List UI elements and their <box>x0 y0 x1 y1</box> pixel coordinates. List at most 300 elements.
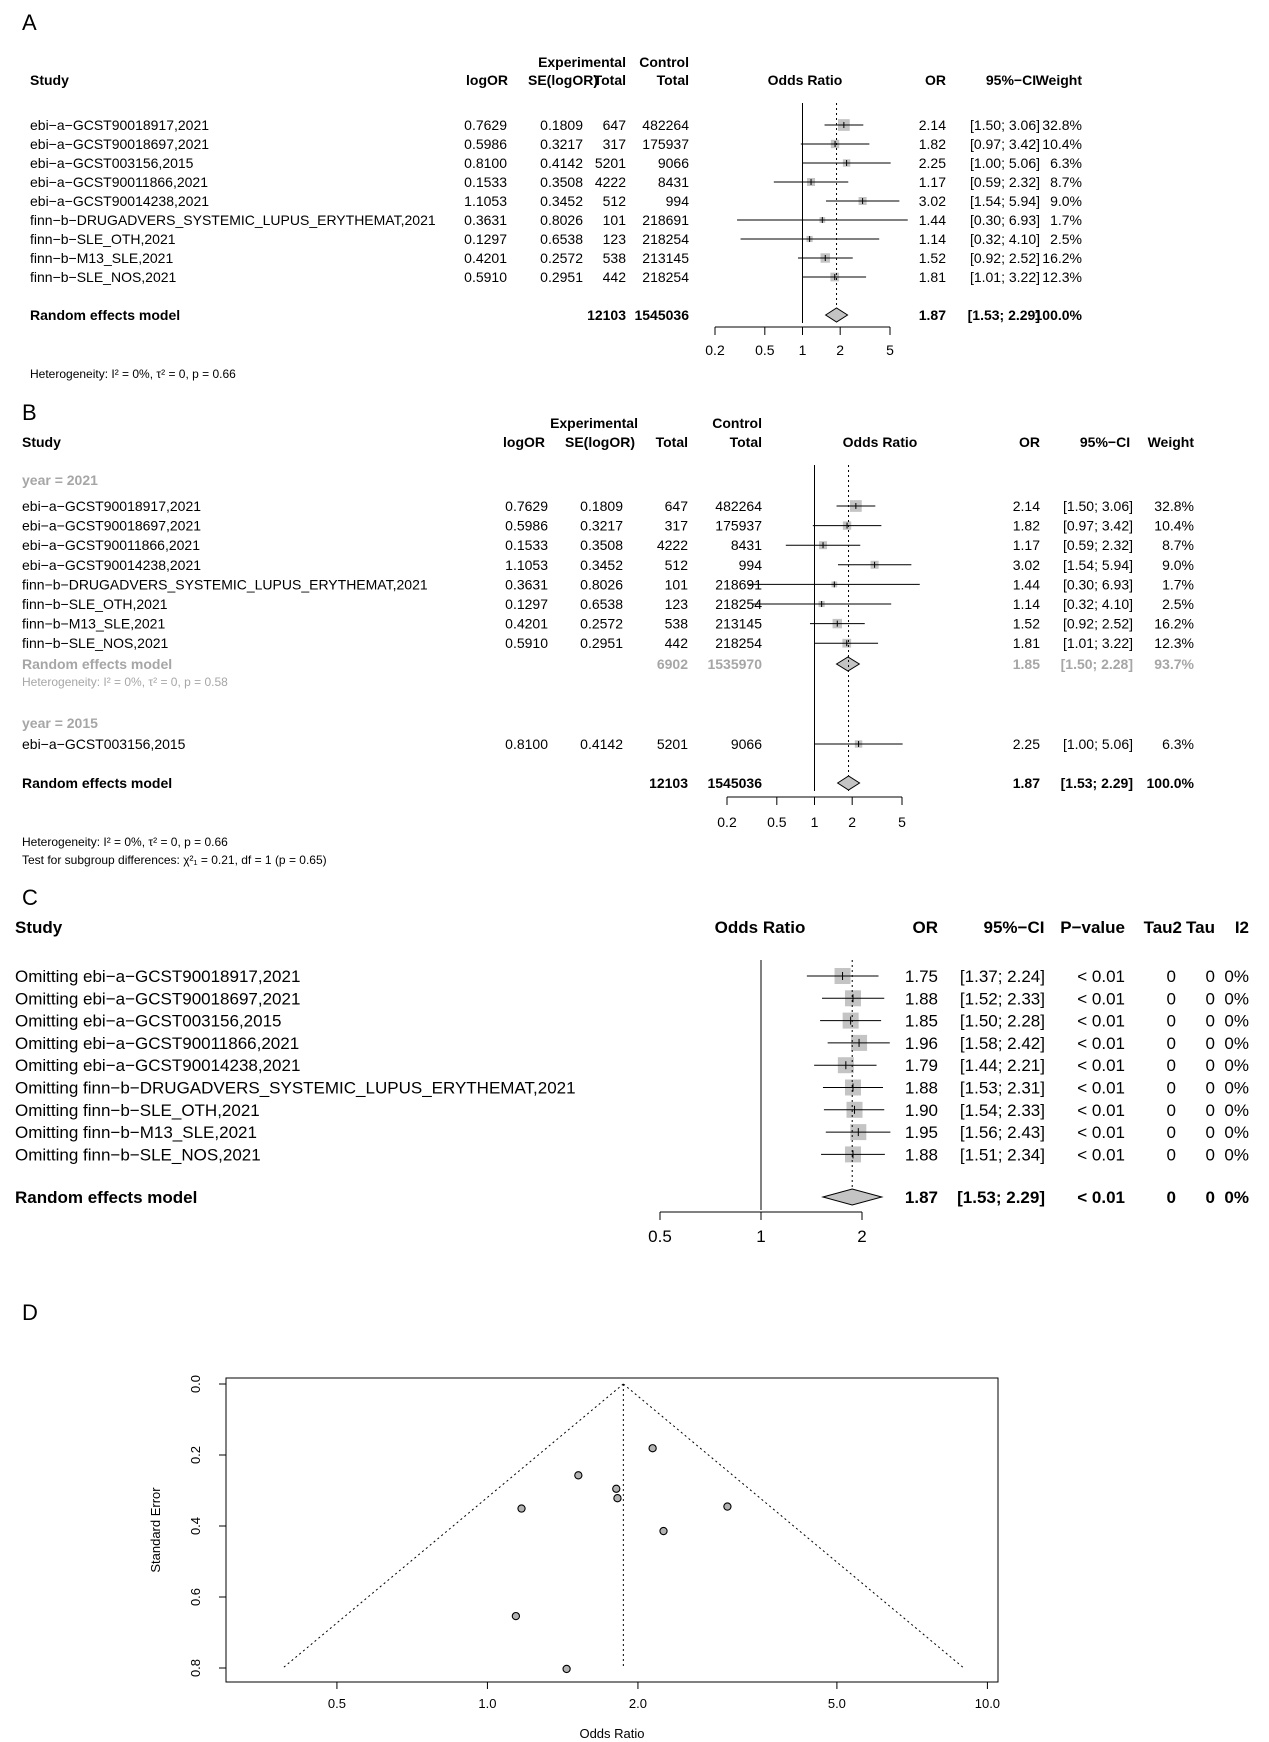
pvalue-value: < 0.01 <box>1077 1145 1125 1165</box>
study-name: ebi−a−GCST90018697,2021 <box>22 517 202 534</box>
model-exp-total: 12103 <box>649 775 688 791</box>
i2-value: 0% <box>1224 1033 1249 1053</box>
or-value: 1.81 <box>918 269 946 285</box>
logor-value: 0.3631 <box>464 212 507 228</box>
omitted-study-name: Omitting finn−b−SLE_NOS,2021 <box>15 1145 261 1165</box>
subgroup-model-label: Random effects model <box>22 656 173 672</box>
model-or: 1.87 <box>918 307 946 323</box>
study-point <box>518 1505 525 1512</box>
subgroup-title: year = 2015 <box>22 715 98 731</box>
omitted-study-name: Omitting ebi−a−GCST90018697,2021 <box>15 989 301 1009</box>
x-axis-title: Odds Ratio <box>579 1726 645 1741</box>
weight-value: 1.7% <box>1050 212 1082 228</box>
col-header-odds-ratio: Odds Ratio <box>714 918 806 937</box>
pvalue-value: < 0.01 <box>1077 1100 1125 1120</box>
tau-value: 0 <box>1205 1100 1215 1120</box>
axis-tick-label: 5 <box>898 814 906 830</box>
logor-value: 0.7629 <box>464 117 507 133</box>
col-header-odds-ratio: Odds Ratio <box>767 72 843 88</box>
model-weight: 100.0% <box>1146 775 1194 791</box>
weight-value: 1.7% <box>1162 576 1194 593</box>
col-header-tau2: Tau2 <box>1143 918 1182 937</box>
se-value: 0.2951 <box>580 635 623 652</box>
ctl-total-value: 218254 <box>642 231 689 247</box>
logor-value: 0.1297 <box>464 231 507 247</box>
exp-total-value: 647 <box>664 498 688 514</box>
ci-value: [0.30; 6.93] <box>969 212 1040 228</box>
study-name: finn−b−M13_SLE,2021 <box>22 615 166 632</box>
weight-value: 8.7% <box>1162 537 1194 554</box>
or-value: 2.25 <box>918 155 946 171</box>
ctl-total-value: 994 <box>665 193 689 209</box>
i2-value: 0% <box>1224 967 1249 986</box>
weight-value: 16.2% <box>1042 250 1082 266</box>
model-or: 1.87 <box>904 1188 938 1207</box>
omitted-study-name: Omitting ebi−a−GCST003156,2015 <box>15 1011 282 1031</box>
axis-tick-label: 0.2 <box>717 814 737 830</box>
tau2-value: 0 <box>1166 967 1176 986</box>
omitted-study-name: Omitting ebi−a−GCST90011866,2021 <box>15 1033 300 1053</box>
omitted-study-name: Omitting ebi−a−GCST90014238,2021 <box>15 1056 301 1076</box>
col-header-i2: I2 <box>1234 918 1249 937</box>
subgroup-model-ci: [1.50; 2.28] <box>1060 656 1133 672</box>
pvalue-value: < 0.01 <box>1077 989 1125 1009</box>
col-header-se: SE(logOR) <box>528 72 598 88</box>
ci-value: [1.51; 2.34] <box>959 1145 1045 1165</box>
or-value: 1.79 <box>904 1056 938 1076</box>
logor-value: 0.8100 <box>505 736 548 752</box>
ci-value: [1.54; 5.94] <box>1062 556 1133 573</box>
x-tick-label: 2.0 <box>628 1696 647 1711</box>
col-header-ci: 95%−CI <box>1079 434 1131 450</box>
axis-tick-label: 1 <box>810 814 819 830</box>
weight-value: 32.8% <box>1042 117 1082 133</box>
weight-value: 2.5% <box>1162 596 1194 612</box>
logor-value: 0.5986 <box>505 517 548 534</box>
ci-value: [1.44; 2.21] <box>959 1056 1045 1076</box>
ctl-total-value: 213145 <box>642 250 689 266</box>
or-value: 1.82 <box>1012 517 1040 534</box>
study-name: ebi−a−GCST003156,2015 <box>22 736 186 752</box>
study-point <box>575 1472 582 1479</box>
ctl-total-value: 218691 <box>715 576 762 593</box>
ci-value: [1.50; 3.06] <box>1062 498 1133 514</box>
x-tick-label: 1.0 <box>478 1696 497 1711</box>
ci-value: [1.00; 5.06] <box>969 155 1040 171</box>
study-name: ebi−a−GCST90011866,2021 <box>22 537 200 554</box>
model-exp-total: 12103 <box>587 307 626 323</box>
funnel-right-line <box>623 1384 965 1669</box>
or-value: 1.17 <box>918 174 946 190</box>
ctl-total-value: 218691 <box>642 212 689 228</box>
study-name: ebi−a−GCST003156,2015 <box>30 155 194 171</box>
se-value: 0.3217 <box>580 517 623 534</box>
exp-total-value: 538 <box>664 615 688 632</box>
or-value: 1.82 <box>918 136 946 152</box>
or-value: 1.75 <box>904 967 938 986</box>
ci-value: [1.01; 3.22] <box>1062 635 1133 652</box>
tau-value: 0 <box>1205 967 1215 986</box>
tau-value: 0 <box>1205 1033 1215 1053</box>
exp-total-value: 442 <box>664 635 688 652</box>
axis-tick-label: 0.5 <box>755 342 775 358</box>
ci-value: [0.59; 2.32] <box>969 174 1040 190</box>
axis-tick-label: 5 <box>886 342 894 358</box>
ci-value: [1.54; 5.94] <box>969 193 1040 209</box>
ctl-total-value: 994 <box>738 556 762 573</box>
se-value: 0.8026 <box>540 212 583 228</box>
col-header-or: OR <box>1019 434 1040 450</box>
subgroup-model-weight: 93.7% <box>1154 656 1194 672</box>
col-header-experimental: Experimental <box>550 415 638 431</box>
omitted-study-name: Omitting finn−b−DRUGADVERS_SYSTEMIC_LUPUS_ERYTHEMAT,2021 <box>15 1078 576 1098</box>
ctl-total-value: 8431 <box>657 174 689 190</box>
col-header-exp-total: Total <box>655 434 688 450</box>
model-i2: 0% <box>1224 1188 1249 1207</box>
ci-value: [0.59; 2.32] <box>1062 537 1133 554</box>
axis-tick-label: 0.5 <box>648 1227 672 1246</box>
exp-total-value: 4222 <box>656 537 688 554</box>
tau2-value: 0 <box>1166 1123 1176 1143</box>
tau2-value: 0 <box>1166 1078 1176 1098</box>
i2-value: 0% <box>1224 1145 1249 1165</box>
weight-value: 6.3% <box>1050 155 1082 171</box>
pvalue-value: < 0.01 <box>1077 1033 1125 1053</box>
ci-value: [0.32; 4.10] <box>1062 596 1133 612</box>
weight-value: 9.0% <box>1050 193 1082 209</box>
or-value: 3.02 <box>1012 556 1040 573</box>
logor-value: 0.8100 <box>464 155 507 171</box>
ci-value: [0.97; 3.42] <box>969 136 1040 152</box>
pvalue-value: < 0.01 <box>1077 1078 1125 1098</box>
exp-total-value: 317 <box>664 517 688 534</box>
tau2-value: 0 <box>1166 1011 1176 1031</box>
ci-value: [0.92; 2.52] <box>1062 615 1133 632</box>
logor-value: 0.3631 <box>505 576 548 593</box>
i2-value: 0% <box>1224 989 1249 1009</box>
ctl-total-value: 213145 <box>715 615 762 632</box>
exp-total-value: 647 <box>602 117 626 133</box>
pvalue-value: < 0.01 <box>1077 1011 1125 1031</box>
subgroup-title: year = 2021 <box>22 472 98 488</box>
col-header-or: OR <box>925 72 946 88</box>
se-value: 0.3508 <box>580 537 623 554</box>
col-header-ctl-total: Total <box>656 72 689 88</box>
se-value: 0.3508 <box>540 174 583 190</box>
ci-value: [1.00; 5.06] <box>1062 736 1133 752</box>
study-name: ebi−a−GCST90014238,2021 <box>30 193 210 209</box>
se-value: 0.1809 <box>540 117 583 133</box>
omitted-study-name: Omitting ebi−a−GCST90018917,2021 <box>15 967 301 986</box>
logor-value: 0.1297 <box>505 596 548 612</box>
col-header-se: SE(logOR) <box>565 434 635 450</box>
subgroup-model-or: 1.85 <box>1012 656 1040 672</box>
exp-total-value: 317 <box>602 136 626 152</box>
study-point <box>724 1503 731 1510</box>
or-value: 1.14 <box>1012 596 1040 612</box>
tau-value: 0 <box>1205 1123 1215 1143</box>
ctl-total-value: 175937 <box>642 136 689 152</box>
ctl-total-value: 218254 <box>715 635 762 652</box>
study-point <box>649 1445 656 1452</box>
exp-total-value: 5201 <box>656 736 688 752</box>
logor-value: 0.5910 <box>464 269 507 285</box>
ci-value: [0.32; 4.10] <box>969 231 1040 247</box>
axis-tick-label: 0.5 <box>767 814 787 830</box>
study-name: ebi−a−GCST90018917,2021 <box>22 498 202 514</box>
tau2-value: 0 <box>1166 1056 1176 1076</box>
or-value: 1.88 <box>904 1145 938 1165</box>
exp-total-value: 512 <box>602 193 626 209</box>
logor-value: 0.1533 <box>505 537 548 554</box>
tau2-value: 0 <box>1166 1100 1176 1120</box>
logor-value: 0.5910 <box>505 635 548 652</box>
ci-value: [1.53; 2.31] <box>959 1078 1045 1098</box>
study-name: finn−b−SLE_NOS,2021 <box>30 269 177 285</box>
ctl-total-value: 175937 <box>715 517 762 534</box>
tau2-value: 0 <box>1166 1145 1176 1165</box>
exp-total-value: 442 <box>602 269 626 285</box>
i2-value: 0% <box>1224 1100 1249 1120</box>
axis-tick-label: 2 <box>836 342 845 358</box>
y-tick-label: 0.6 <box>188 1587 203 1607</box>
se-value: 0.2951 <box>540 269 583 285</box>
i2-value: 0% <box>1224 1078 1249 1098</box>
y-axis-title: Standard Error <box>148 1487 163 1573</box>
or-value: 1.17 <box>1012 537 1040 554</box>
ci-value: [1.50; 2.28] <box>959 1011 1045 1031</box>
weight-value: 12.3% <box>1154 635 1194 652</box>
panel-letter-c: C <box>22 885 38 910</box>
col-header-study: Study <box>15 918 63 937</box>
or-value: 1.88 <box>904 1078 938 1098</box>
ci-value: [0.92; 2.52] <box>969 250 1040 266</box>
col-header-experimental: Experimental <box>538 54 626 70</box>
ctl-total-value: 218254 <box>642 269 689 285</box>
col-header-study: Study <box>22 434 61 450</box>
study-name: finn−b−SLE_OTH,2021 <box>22 596 168 612</box>
weight-value: 2.5% <box>1050 231 1082 247</box>
tau-value: 0 <box>1205 1056 1215 1076</box>
study-name: finn−b−SLE_OTH,2021 <box>30 231 176 247</box>
exp-total-value: 4222 <box>594 174 626 190</box>
col-header-tau: Tau <box>1186 918 1215 937</box>
model-label: Random effects model <box>30 307 181 323</box>
tau-value: 0 <box>1205 1078 1215 1098</box>
logor-value: 0.4201 <box>505 615 548 632</box>
y-tick-label: 0.4 <box>188 1516 203 1536</box>
logor-value: 0.1533 <box>464 174 507 190</box>
axis-tick-label: 0.2 <box>705 342 725 358</box>
model-or: 1.87 <box>1012 775 1040 791</box>
ctl-total-value: 482264 <box>642 117 689 133</box>
x-tick-label: 10.0 <box>974 1696 1001 1711</box>
weight-value: 10.4% <box>1154 517 1194 534</box>
or-value: 1.14 <box>918 231 946 247</box>
or-value: 1.52 <box>918 250 946 266</box>
subgroup-summary-diamond <box>837 657 860 671</box>
heterogeneity-text: Heterogeneity: I² = 0%, τ² = 0, p = 0.66 <box>22 835 228 849</box>
model-weight: 100.0% <box>1034 307 1082 323</box>
omitted-study-name: Omitting finn−b−M13_SLE,2021 <box>15 1123 257 1143</box>
omitted-study-name: Omitting finn−b−SLE_OTH,2021 <box>15 1100 260 1120</box>
or-value: 1.44 <box>1012 576 1040 593</box>
ci-value: [1.50; 3.06] <box>969 117 1040 133</box>
or-value: 2.14 <box>1012 498 1040 514</box>
col-header-exp-total: Total <box>593 72 626 88</box>
ci-value: [1.37; 2.24] <box>959 967 1045 986</box>
col-header-control: Control <box>712 415 762 431</box>
model-ctl-total: 1545036 <box>634 307 689 323</box>
or-value: 1.96 <box>904 1033 938 1053</box>
model-ctl-total: 1545036 <box>707 775 762 791</box>
se-value: 0.3452 <box>540 193 583 209</box>
model-tau: 0 <box>1205 1188 1215 1207</box>
exp-total-value: 123 <box>602 231 626 247</box>
exp-total-value: 123 <box>664 596 688 612</box>
or-value: 1.52 <box>1012 615 1040 632</box>
ci-value: [1.54; 2.33] <box>959 1100 1045 1120</box>
summary-diamond <box>838 776 860 790</box>
exp-total-value: 5201 <box>594 155 626 171</box>
axis-tick-label: 1 <box>756 1227 766 1246</box>
se-value: 0.4142 <box>540 155 583 171</box>
i2-value: 0% <box>1224 1056 1249 1076</box>
se-value: 0.2572 <box>540 250 583 266</box>
or-value: 1.88 <box>904 989 938 1009</box>
weight-value: 12.3% <box>1042 269 1082 285</box>
col-header-weight: Weight <box>1147 434 1194 450</box>
or-value: 2.14 <box>918 117 946 133</box>
study-point <box>563 1665 570 1672</box>
logor-value: 0.7629 <box>505 498 548 514</box>
study-name: ebi−a−GCST90018917,2021 <box>30 117 210 133</box>
subgroup-test-text: Test for subgroup differences: χ²₁ = 0.21, df = 1 (p = 0.65) <box>22 853 327 867</box>
or-value: 1.90 <box>904 1100 938 1120</box>
se-value: 0.4142 <box>580 736 623 752</box>
model-ci: [1.53; 2.29] <box>1060 775 1133 791</box>
col-header-logor: logOR <box>503 434 545 450</box>
summary-diamond <box>826 308 848 322</box>
ci-value: [0.97; 3.42] <box>1062 517 1133 534</box>
or-value: 2.25 <box>1012 736 1040 752</box>
y-tick-label: 0.2 <box>188 1445 203 1465</box>
study-point <box>613 1485 620 1492</box>
pvalue-value: < 0.01 <box>1077 1056 1125 1076</box>
funnel-left-line <box>282 1384 624 1669</box>
pvalue-value: < 0.01 <box>1077 967 1125 986</box>
weight-value: 6.3% <box>1162 736 1194 752</box>
model-label: Random effects model <box>22 775 173 791</box>
weight-value: 8.7% <box>1050 174 1082 190</box>
weight-value: 16.2% <box>1154 615 1194 632</box>
col-header-ctl-total: Total <box>729 434 762 450</box>
ci-value: [1.58; 2.42] <box>959 1033 1045 1053</box>
col-header-ci: 95%−CI <box>985 72 1037 88</box>
logor-value: 0.4201 <box>464 250 507 266</box>
weight-value: 10.4% <box>1042 136 1082 152</box>
panel-letter-a: A <box>22 10 37 35</box>
exp-total-value: 538 <box>602 250 626 266</box>
pvalue-value: < 0.01 <box>1077 1123 1125 1143</box>
panel-letter-b: B <box>22 400 37 425</box>
ctl-total-value: 482264 <box>715 498 762 514</box>
tau-value: 0 <box>1205 1011 1215 1031</box>
logor-value: 1.1053 <box>464 193 507 209</box>
study-name: finn−b−SLE_NOS,2021 <box>22 635 169 652</box>
se-value: 0.8026 <box>580 576 623 593</box>
se-value: 0.2572 <box>580 615 623 632</box>
se-value: 0.1809 <box>580 498 623 514</box>
model-ci: [1.53; 2.29] <box>967 307 1040 323</box>
summary-diamond <box>823 1189 882 1205</box>
or-value: 1.81 <box>1012 635 1040 652</box>
col-header-pvalue: P−value <box>1060 918 1125 937</box>
se-value: 0.6538 <box>580 596 623 612</box>
subgroup-model-ctl: 1535970 <box>707 656 762 672</box>
ci-value: [1.01; 3.22] <box>969 269 1040 285</box>
se-value: 0.3217 <box>540 136 583 152</box>
study-point <box>614 1495 621 1502</box>
ci-value: [1.52; 2.33] <box>959 989 1045 1009</box>
study-name: finn−b−DRUGADVERS_SYSTEMIC_LUPUS_ERYTHEMAT,2021 <box>22 576 428 593</box>
se-value: 0.6538 <box>540 231 583 247</box>
ci-value: [1.56; 2.43] <box>959 1123 1045 1143</box>
study-name: ebi−a−GCST90014238,2021 <box>22 556 202 573</box>
subgroup-model-exp: 6902 <box>656 656 688 672</box>
col-header-study: Study <box>30 72 69 88</box>
model-pvalue: < 0.01 <box>1077 1188 1125 1207</box>
tau-value: 0 <box>1205 1145 1215 1165</box>
i2-value: 0% <box>1224 1123 1249 1143</box>
col-header-or: OR <box>912 918 938 937</box>
panel-letter-d: D <box>22 1300 38 1325</box>
ci-value: [0.30; 6.93] <box>1062 576 1133 593</box>
study-point <box>660 1527 667 1534</box>
col-header-control: Control <box>639 54 689 70</box>
i2-value: 0% <box>1224 1011 1249 1031</box>
study-point <box>512 1612 519 1619</box>
logor-value: 0.5986 <box>464 136 507 152</box>
weight-value: 9.0% <box>1162 556 1194 573</box>
study-name: ebi−a−GCST90018697,2021 <box>30 136 210 152</box>
weight-value: 32.8% <box>1154 498 1194 514</box>
or-value: 1.85 <box>904 1011 938 1031</box>
col-header-weight: Weight <box>1035 72 1082 88</box>
axis-tick-label: 2 <box>848 814 857 830</box>
exp-total-value: 101 <box>602 212 626 228</box>
subgroup-heterogeneity-text: Heterogeneity: I² = 0%, τ² = 0, p = 0.58 <box>22 675 228 689</box>
ctl-total-value: 218254 <box>715 596 762 612</box>
y-tick-label: 0.0 <box>188 1374 203 1394</box>
tau-value: 0 <box>1205 989 1215 1009</box>
study-name: finn−b−DRUGADVERS_SYSTEMIC_LUPUS_ERYTHEMAT,2021 <box>30 212 436 228</box>
col-header-ci: 95%−CI <box>983 918 1045 937</box>
y-tick-label: 0.8 <box>188 1658 203 1678</box>
ctl-total-value: 9066 <box>657 155 689 171</box>
or-value: 1.44 <box>918 212 946 228</box>
x-tick-label: 5.0 <box>827 1696 846 1711</box>
axis-tick-label: 1 <box>798 342 807 358</box>
study-name: finn−b−M13_SLE,2021 <box>30 250 174 266</box>
model-tau2: 0 <box>1166 1188 1176 1207</box>
model-ci: [1.53; 2.29] <box>957 1188 1045 1207</box>
se-value: 0.3452 <box>580 556 623 573</box>
or-value: 1.95 <box>904 1123 938 1143</box>
col-header-logor: logOR <box>466 72 508 88</box>
axis-tick-label: 2 <box>857 1227 867 1246</box>
logor-value: 1.1053 <box>505 556 548 573</box>
